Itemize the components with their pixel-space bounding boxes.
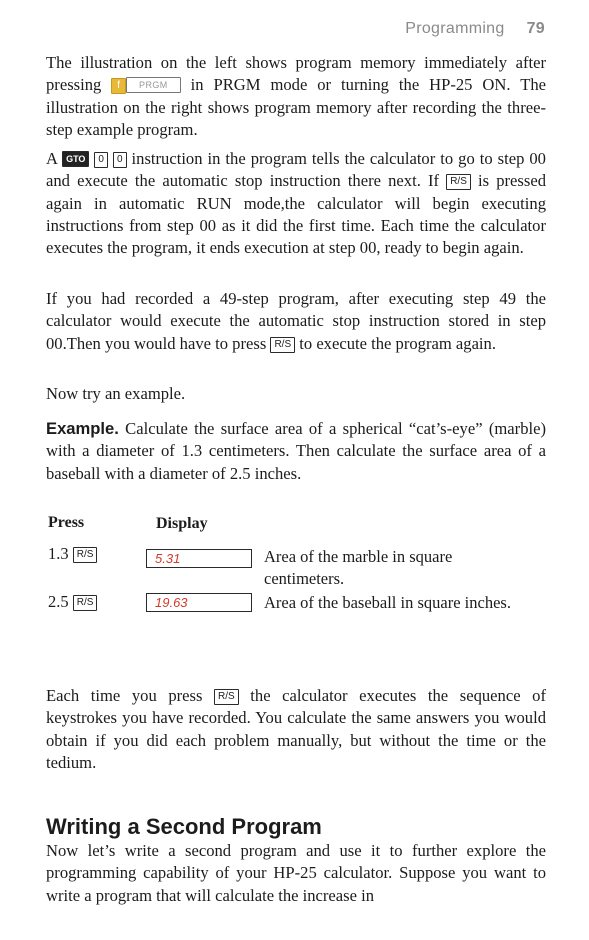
section-heading: Writing a Second Program	[46, 814, 322, 839]
f-key-icon: f	[111, 78, 126, 94]
press-cell	[48, 592, 97, 612]
press-value: 1.3	[48, 544, 69, 563]
text-run: The illustration on the left shows program memory immediately after pressing	[46, 53, 546, 95]
text-run: Calculate the surface area of a spherical “cat’s-eye” (marble) with a diameter of 1.3 centimeters. Then calculate the surface area of a baseball with a diameter of 2.5 inches.	[46, 419, 546, 483]
paragraph-second-program: Now let’s write a second program and use it to further explore the programming capability of your HP-25 calculator. Suppose you want to write a program that will calculate the increase in	[46, 841, 546, 905]
run-stop-key-icon: R/S	[446, 174, 471, 190]
running-head	[405, 20, 545, 38]
paragraph-try-example: Now try an example.	[46, 384, 186, 403]
row-description: Area of the marble in square centimeters.	[264, 547, 453, 588]
example-label: Example.	[46, 419, 119, 438]
column-header-press: Press	[48, 514, 85, 531]
row-description: Area of the baseball in square inches.	[264, 593, 511, 612]
text-run: the calculator executes the sequence of keystrokes you have recorded. You calculate the same answers you would obtain if you did each problem manually, but without the time or the tedium.	[46, 686, 546, 772]
zero-key-icon: 0	[113, 152, 127, 168]
calculator-display: 19.63	[146, 593, 252, 612]
paragraph-illustration	[46, 52, 546, 141]
run-stop-key-icon: R/S	[214, 689, 239, 705]
run-stop-key-icon: R/S	[270, 337, 295, 353]
page-number: 79	[526, 20, 545, 37]
paragraph-each-time	[46, 685, 546, 774]
zero-key-icon: 0	[94, 152, 108, 168]
text-run: in PRGM mode or turning the HP-25 ON. The illustration on the right shows program memory after recording the three-step example program.	[46, 75, 546, 139]
column-header-display: Display	[156, 515, 208, 532]
text-run: If you had recorded a 49-step program, after executing step 49 the calculator would execute the automatic stop instruction stored in step 00.Then you would have to press	[46, 289, 546, 353]
paragraph-49-step	[46, 288, 546, 355]
section-title: Programming	[405, 20, 505, 37]
press-cell	[48, 544, 97, 564]
press-value: 2.5	[48, 592, 69, 611]
text-run: is pressed again in automatic RUN mode,the calculator will begin executing instructions from step 00 as it did the first time. Each time the calculator executes the program, it ends execution at step 00, ready to begin again.	[46, 171, 546, 258]
text-run: Each time you press	[46, 686, 215, 705]
paragraph-gto	[46, 148, 546, 259]
prgm-key-icon: PRGM	[126, 77, 181, 93]
text-run: to execute the program again.	[295, 333, 496, 353]
text-run: A	[46, 149, 63, 168]
run-stop-key-icon: R/S	[73, 547, 98, 563]
paragraph-example	[46, 418, 546, 485]
gto-key-icon: GTO	[62, 151, 89, 167]
run-stop-key-icon: R/S	[73, 595, 98, 611]
text-run: instruction in the program tells the calculator to go to step 00 and execute the automatic stop instruction there next. If	[46, 149, 546, 191]
calculator-display: 5.31	[146, 549, 252, 568]
